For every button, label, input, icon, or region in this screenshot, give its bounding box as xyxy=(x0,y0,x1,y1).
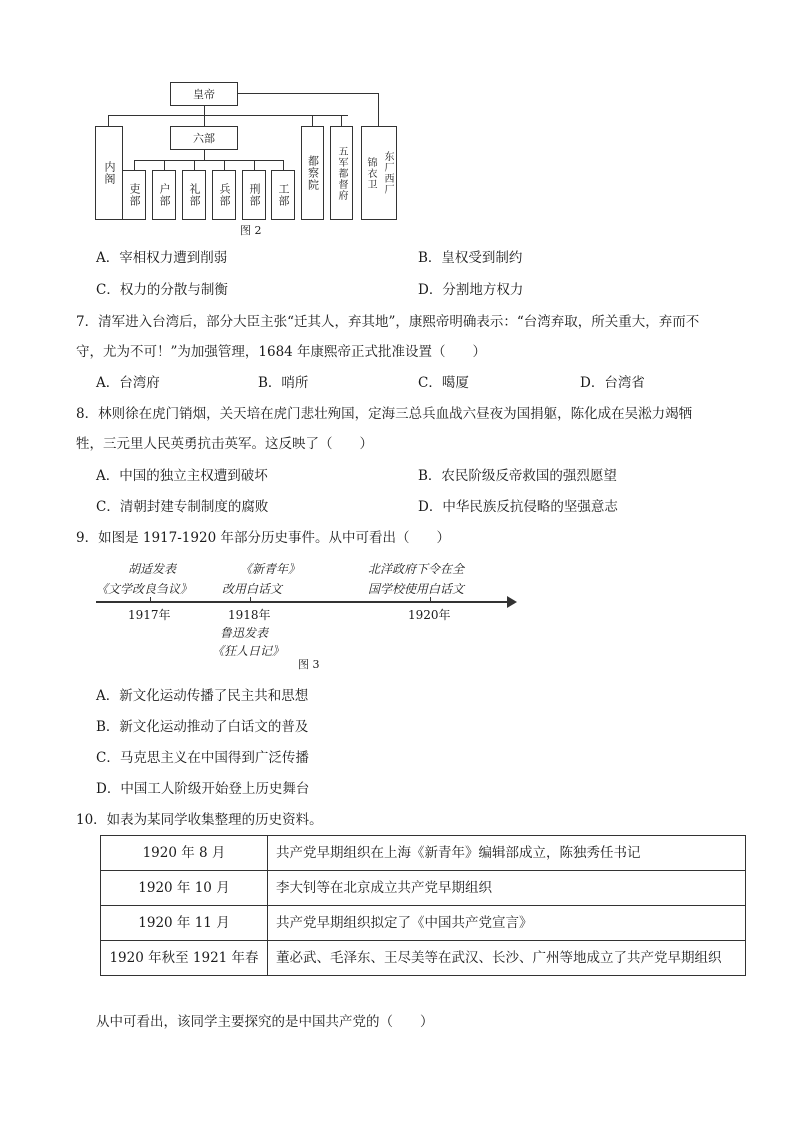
ministry-box: 工部 xyxy=(271,170,295,220)
connector xyxy=(134,160,283,161)
connector xyxy=(341,115,342,126)
connector xyxy=(108,115,109,126)
connector xyxy=(254,160,255,170)
table-cell-time: 1920 年 11 月 xyxy=(101,906,268,941)
connector xyxy=(238,93,378,94)
timeline-tick xyxy=(150,597,151,602)
timeline-year: 1918年 xyxy=(228,608,271,622)
neige-box: 内阁 xyxy=(95,126,123,220)
table-cell-event: 共产党早期组织在上海《新青年》编辑部成立，陈独秀任书记 xyxy=(268,836,746,871)
wujun-box: 五军都督府 xyxy=(330,126,353,220)
q10-stem: 10．如表为某同学收集整理的历史资料。 xyxy=(76,812,323,828)
timeline-tick xyxy=(430,597,431,602)
connector xyxy=(204,150,205,160)
table-cell-event: 董必武、毛泽东、王尽美等在武汉、长沙、广州等地成立了共产党早期组织 xyxy=(268,941,746,976)
q7-option-a: A．台湾府 xyxy=(96,375,160,391)
jinyiwei-changwei-box xyxy=(361,126,397,220)
connector xyxy=(378,93,379,126)
q8-option-b: B．农民阶级反帝救国的强烈愿望 xyxy=(418,468,617,484)
q9-option-b: B．新文化运动推动了白话文的普及 xyxy=(96,719,309,735)
connector xyxy=(312,115,313,126)
connector xyxy=(194,160,195,170)
ministry-box: 兵部 xyxy=(212,170,236,220)
q6-option-a: A．宰相权力遭到削弱 xyxy=(96,250,228,266)
timeline-event-label: 北洋政府下令在全 xyxy=(368,562,465,576)
q8-stem-line1: 8．林则徐在虎门销烟，关天培在虎门悲壮殉国，定海三总兵血战六昼夜为国捐躯，陈化成在吴淞力竭牺 xyxy=(76,406,693,422)
jinyiwei-label: 锦衣卫 xyxy=(365,156,376,190)
q10-history-table xyxy=(100,835,746,976)
table-cell-time: 1920 年 8 月 xyxy=(101,836,268,871)
q10-question: 从中可看出，该同学主要探究的是中国共产党的（ ） xyxy=(96,1014,434,1030)
ministry-box: 礼部 xyxy=(182,170,206,220)
q6-option-d: D．分割地方权力 xyxy=(418,282,524,298)
emperor-box: 皇帝 xyxy=(170,82,238,106)
q6-option-b: B．皇权受到制约 xyxy=(418,250,523,266)
ministry-box: 户部 xyxy=(152,170,176,220)
timeline-event-label: 改用白话文 xyxy=(222,582,283,596)
table-row xyxy=(101,906,746,941)
timeline-arrowhead xyxy=(507,596,517,608)
timeline-year: 1917年 xyxy=(128,608,171,622)
timeline-event-label: 《狂人日记》 xyxy=(212,644,285,658)
ministry-box: 吏部 xyxy=(122,170,146,220)
connector xyxy=(204,106,205,126)
q7-option-c: C．噶厦 xyxy=(418,375,469,391)
q9-option-c: C．马克思主义在中国得到广泛传播 xyxy=(96,750,309,766)
table-row xyxy=(101,836,746,871)
q9-stem: 9．如图是 1917-1920 年部分历史事件。从中可看出（ ） xyxy=(76,530,450,546)
table-row xyxy=(101,871,746,906)
q8-option-a: A．中国的独立主权遭到破坏 xyxy=(96,468,268,484)
dongxichang-label: 东厂西厂 xyxy=(382,151,393,195)
figure-3-caption: 图 3 xyxy=(298,658,320,671)
q9-option-a: A．新文化运动传播了民主共和思想 xyxy=(96,688,309,704)
timeline-year: 1920年 xyxy=(408,608,451,622)
duchayuan-box: 都察院 xyxy=(301,126,324,220)
q7-stem-line2: 守，尤为不可！”为加强管理，1684 年康熙帝正式批准设置（ ） xyxy=(76,344,487,360)
figure-2-caption: 图 2 xyxy=(240,224,262,237)
q6-option-c: C．权力的分散与制衡 xyxy=(96,282,228,298)
q8-stem-line2: 牲，三元里人民英勇抗击英军。这反映了（ ） xyxy=(76,436,373,452)
timeline-event-label: 《新青年》 xyxy=(240,562,301,576)
table-cell-event: 李大钊等在北京成立共产党早期组织 xyxy=(268,871,746,906)
timeline-event-label: 国学校使用白话文 xyxy=(368,582,465,596)
connector xyxy=(134,160,135,170)
q8-option-d: D．中华民族反抗侵略的坚强意志 xyxy=(418,499,618,515)
connector xyxy=(224,160,225,170)
timeline-event-label: 鲁迅发表 xyxy=(220,626,269,640)
six-ministries-box: 六部 xyxy=(170,126,238,150)
table-cell-time: 1920 年 10 月 xyxy=(101,871,268,906)
table-row xyxy=(101,941,746,976)
timeline-event-label: 胡适发表 xyxy=(128,562,177,576)
connector xyxy=(283,160,284,170)
table-cell-time: 1920 年秋至 1921 年春 xyxy=(101,941,268,976)
q7-stem-line1: 7．清军进入台湾后，部分大臣主张“迁其人，弃其地”，康熙帝明确表示：“台湾弃取，所关重大，弃而不 xyxy=(76,314,700,330)
q9-option-d: D．中国工人阶级开始登上历史舞台 xyxy=(96,781,310,797)
q7-option-b: B．哨所 xyxy=(258,375,309,391)
timeline-axis xyxy=(96,601,510,603)
q7-option-d: D．台湾省 xyxy=(580,375,645,391)
q8-option-c: C．清朝封建专制制度的腐败 xyxy=(96,499,269,515)
timeline-event-label: 《文学改良刍议》 xyxy=(96,582,193,596)
ministry-box: 刑部 xyxy=(242,170,266,220)
table-cell-event: 共产党早期组织拟定了《中国共产党宣言》 xyxy=(268,906,746,941)
timeline-tick xyxy=(250,597,251,602)
connector xyxy=(164,160,165,170)
